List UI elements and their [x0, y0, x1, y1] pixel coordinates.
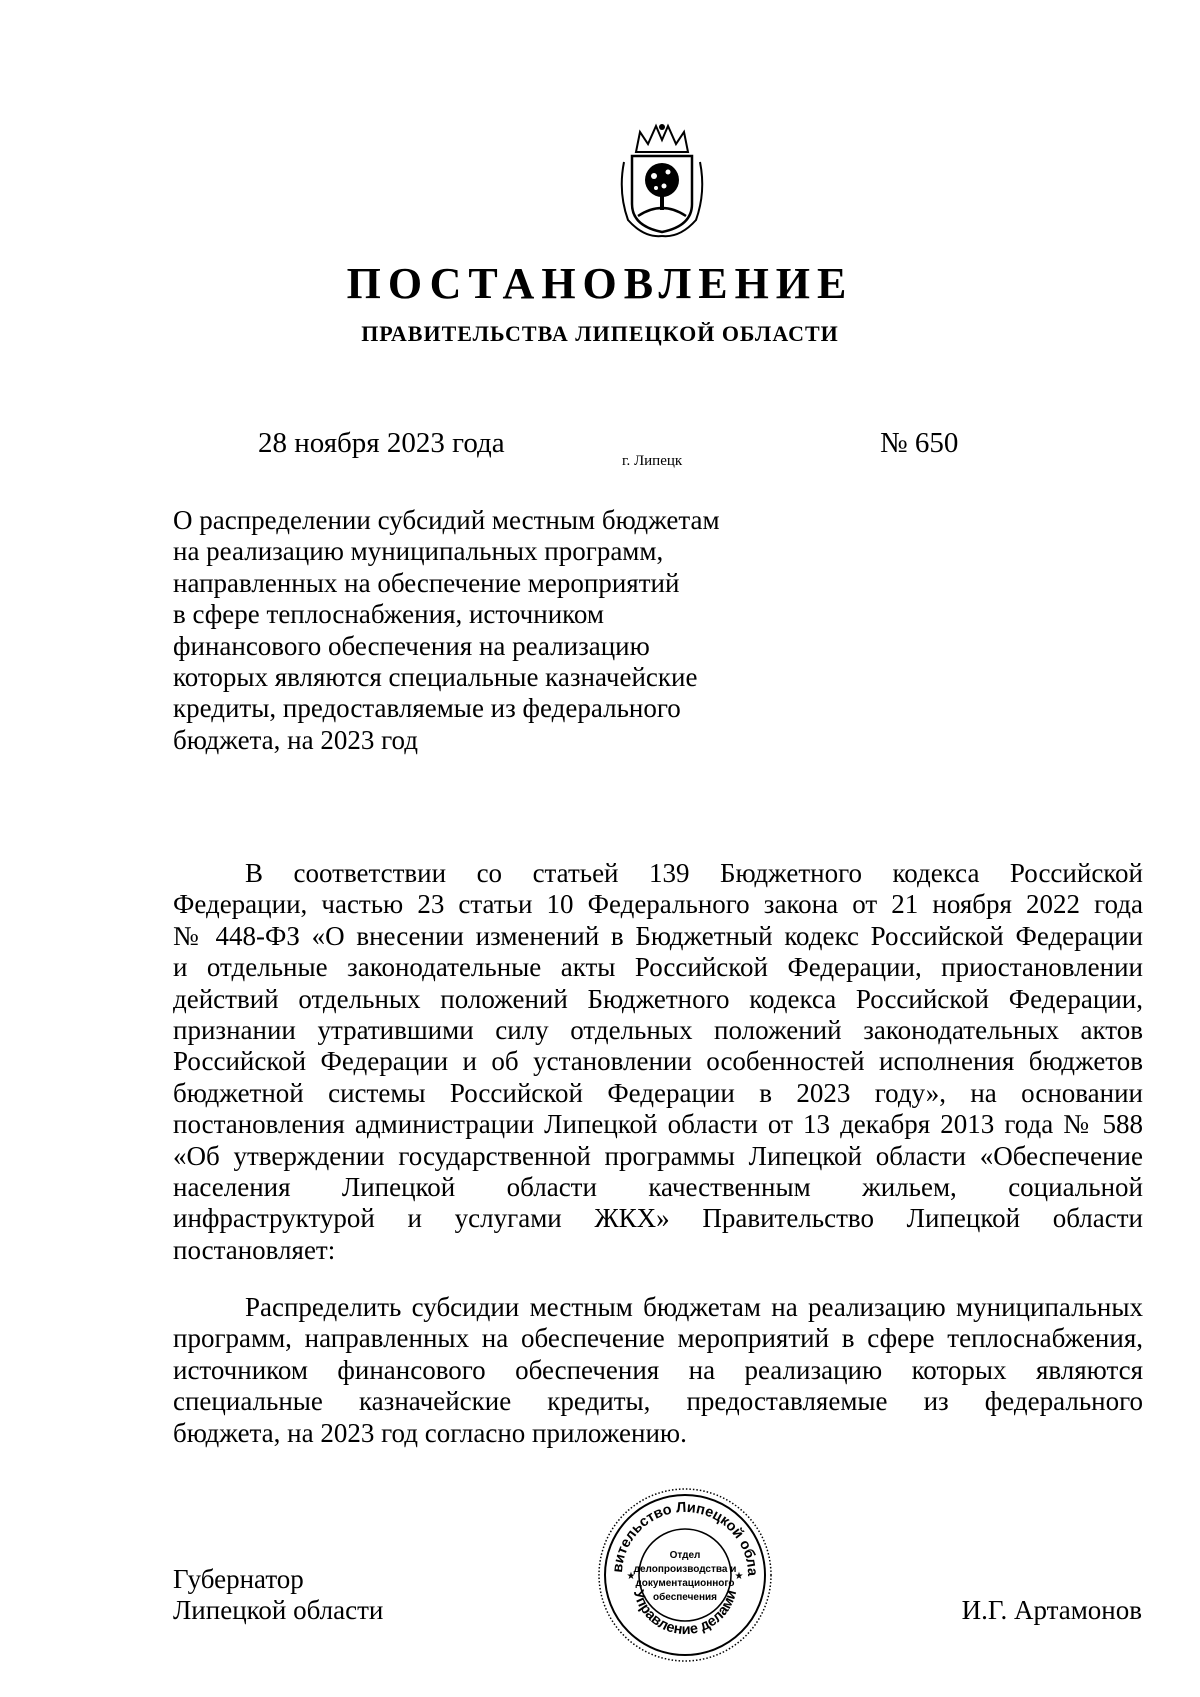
legal-basis-paragraph — [173, 858, 1143, 1266]
paragraph-line: В соответствии со статьей 139 Бюджетного кодекса Российской — [245, 858, 1143, 888]
stamp-inner-line: делопроизводства и — [633, 1564, 737, 1575]
stamp-outer-text-bottom: Управление делами — [629, 1588, 741, 1639]
document-subject — [173, 505, 773, 756]
signer-position-line: Липецкой области — [173, 1595, 384, 1626]
subject-line: О распределении субсидий местным бюджетам — [173, 505, 720, 535]
issuer-title: ПРАВИТЕЛЬСТВА ЛИПЕЦКОЙ ОБЛАСТИ — [361, 321, 839, 346]
paragraph-line: специальные казначейские кредиты, предоставляемые из федерального — [173, 1386, 1143, 1417]
stamp-inner-line: документационного — [635, 1578, 735, 1589]
paragraph-line: Федерации, частью 23 статьи 10 Федерального закона от 21 ноября 2022 года — [173, 889, 1143, 920]
subject-line: которых являются специальные казначейские — [173, 662, 698, 693]
signer-position-line: Губернатор — [173, 1564, 304, 1594]
stamp-star-left: ★ — [626, 1571, 636, 1582]
paragraph-line: признании утратившими силу отдельных положений законодательных актов — [173, 1015, 1143, 1046]
document-city: г. Липецк — [622, 453, 683, 469]
paragraph-line: Распределить субсидии местным бюджетам на реализацию муниципальных — [245, 1292, 1143, 1322]
paragraph-line: населения Липецкой области качественным жильем, социальной — [173, 1172, 1143, 1203]
paragraph-line: инфраструктурой и услугами ЖКХ» Правительство Липецкой области — [173, 1203, 1143, 1234]
document-number: № 650 — [880, 427, 959, 459]
subject-line: в сфере теплоснабжения, источником — [173, 599, 604, 630]
subject-line: бюджета, на 2023 год — [173, 724, 418, 755]
subject-line: на реализацию муниципальных программ, — [173, 536, 664, 567]
paragraph-line: источником финансового обеспечения на реализацию которых являются — [173, 1354, 1143, 1385]
subject-line: финансового обеспечения на реализацию — [173, 630, 650, 661]
paragraph-line: бюджета, на 2023 год согласно приложению. — [173, 1417, 687, 1448]
coat-of-arms-graphic — [614, 122, 710, 240]
stamp-graphic — [596, 1486, 774, 1664]
stamp-outer-text-top: вительство Липецкой обла — [609, 1499, 761, 1577]
paragraph-line: бюджетной системы Российской Федерации в 2023 году», на основании — [173, 1077, 1143, 1108]
paragraph-line: Российской Федерации и об установлении особенностей исполнения бюджетов — [173, 1046, 1143, 1077]
paragraph-line: постановления администрации Липецкой области от 13 декабря 2013 года № 588 — [173, 1109, 1143, 1140]
signer-name: И.Г. Артамонов — [961, 1595, 1142, 1625]
coat-of-arms-icon — [614, 122, 710, 240]
document-date: 28 ноября 2023 года — [258, 427, 505, 459]
paragraph-line: программ, направленных на обеспечение мероприятий в сфере теплоснабжения, — [173, 1323, 1143, 1354]
decision-paragraph — [173, 1292, 1143, 1449]
subject-line: направленных на обеспечение мероприятий — [173, 567, 680, 598]
stamp-star-right: ★ — [734, 1571, 744, 1582]
paragraph-line: действий отдельных положений Бюджетного кодекса Российской Федерации, — [173, 983, 1143, 1014]
paragraph-line: и отдельные законодательные акты Российской Федерации, приостановлении — [173, 952, 1143, 983]
paragraph-line: № 448-ФЗ «О внесении изменений в Бюджетный кодекс Российской Федерации — [173, 920, 1143, 951]
paragraph-line: постановляет: — [173, 1234, 336, 1265]
stamp-inner-line: обеспечения — [652, 1592, 718, 1603]
document-type-title: ПОСТАНОВЛЕНИЕ — [346, 259, 854, 308]
stamp-inner-line: Отдел — [669, 1550, 701, 1561]
signer-position — [173, 1564, 383, 1627]
paragraph-line: «Об утверждении государственной программы Липецкой области «Обеспечение — [173, 1140, 1143, 1171]
official-stamp — [596, 1486, 774, 1664]
subject-line: кредиты, предоставляемые из федерального — [173, 693, 681, 724]
